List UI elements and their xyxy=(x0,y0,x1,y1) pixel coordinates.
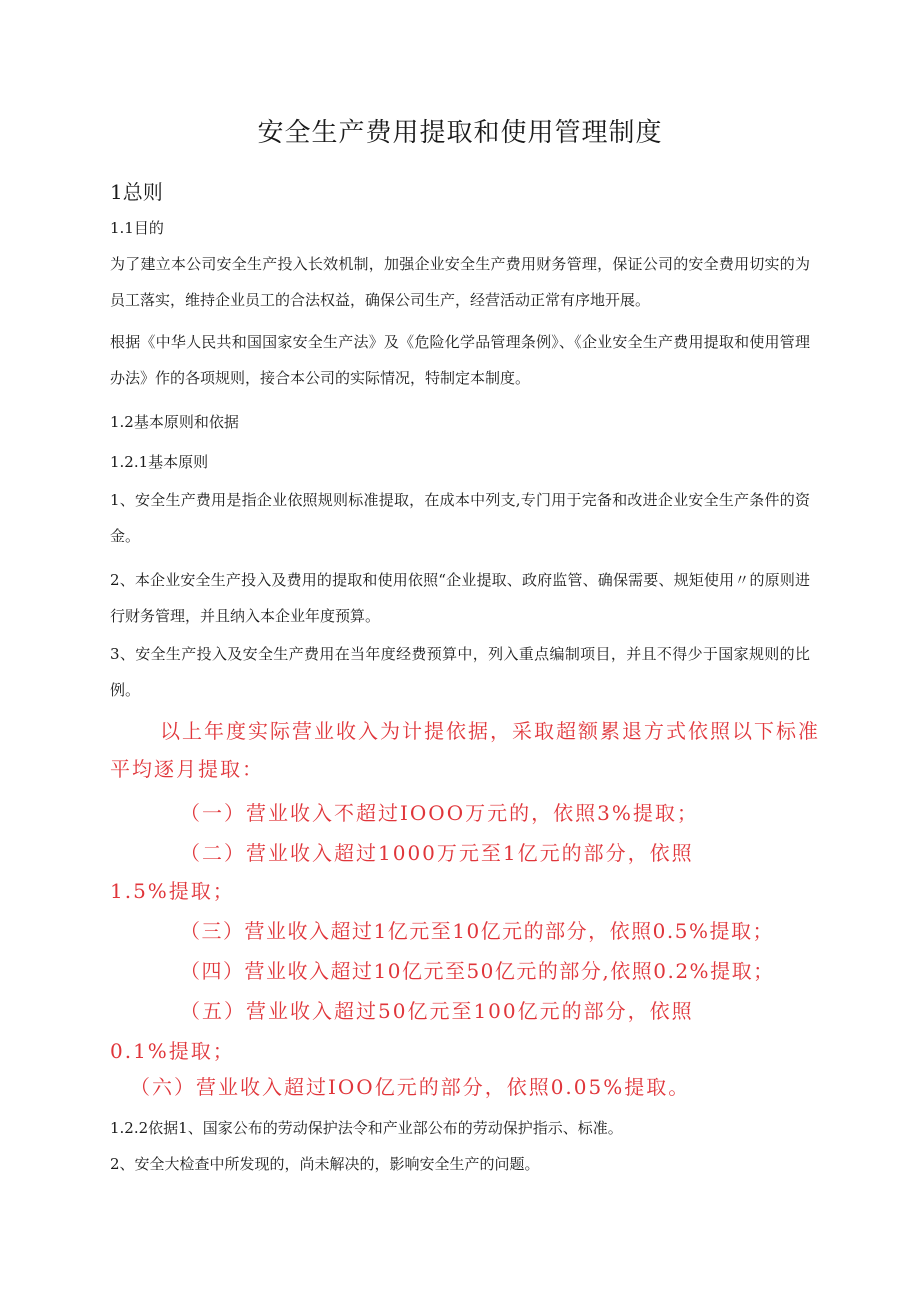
basis-2: 2、安全大检查中所发现的，尚未解决的，影响安全生产的问题。 xyxy=(110,1155,540,1173)
rule-2: 2、本企业安全生产投入及费用的提取和使用依照“企业提取、政府监管、确保需要、规矩使用〃的原则进行财务管理，并且纳入本企业年度预算。 xyxy=(110,571,810,625)
tier-4: （四）营业收入超过10亿元至50亿元的部分,依照0.2%提取； xyxy=(180,959,775,983)
subsection-purpose: 1.1目的 xyxy=(110,219,164,237)
subsection-principles: 1.2基本原则和依据 xyxy=(110,413,239,431)
tier-2-line-2: 1.5%提取； xyxy=(110,879,235,903)
tier-5-line-1: （五）营业收入超过50亿元至100亿元的部分，依照 xyxy=(180,999,694,1023)
red-intro-paragraph: 以上年度实际营业收入为计提依据，采取超额累退方式依照以下标准平均逐月提取： xyxy=(110,719,820,781)
tier-6: （六）营业收入超过IOO亿元的部分，依照0.05%提取。 xyxy=(130,1075,691,1099)
basis-1: 1.2.2依据1、国家公布的劳动保护法令和产业部公布的劳动保护指示、标准。 xyxy=(110,1119,623,1137)
paragraph-purpose: 为了建立本公司安全生产投入长效机制，加强企业安全生产费用财务管理，保证公司的安全费用切实的为员工落实，维持企业员工的合法权益，确保公司生产，经营活动正常有序地开展。 xyxy=(110,255,810,309)
tier-3: （三）营业收入超过1亿元至10亿元的部分，依照0.5%提取； xyxy=(180,919,774,943)
rule-3: 3、安全生产投入及安全生产费用在当年度经费预算中，列入重点编制项目，并且不得少于国家规则的比例。 xyxy=(110,645,810,699)
paragraph-basis-law: 根据《中华人民共和国国家安全生产法》及《危险化学品管理条例》、《企业安全生产费用提取和使用管理办法》作的各项规则，接合本公司的实际情况，特制定本制度。 xyxy=(110,333,810,387)
subsection-basic-principles: 1.2.1基本原则 xyxy=(110,453,209,471)
section-heading-general: 1总则 xyxy=(110,180,163,204)
document-title: 安全生产费用提取和使用管理制度 xyxy=(257,118,663,148)
tier-2-line-1: （二）营业收入超过1000万元至1亿元的部分，依照 xyxy=(180,841,694,865)
tier-1: （一）营业收入不超过IOOO万元的，依照3%提取； xyxy=(180,801,699,825)
rule-1: 1、安全生产费用是指企业依照规则标准提取，在成本中列支,专门用于完备和改进企业安全生产条件的资金。 xyxy=(110,491,810,545)
tier-5-line-2: 0.1%提取； xyxy=(110,1039,235,1063)
